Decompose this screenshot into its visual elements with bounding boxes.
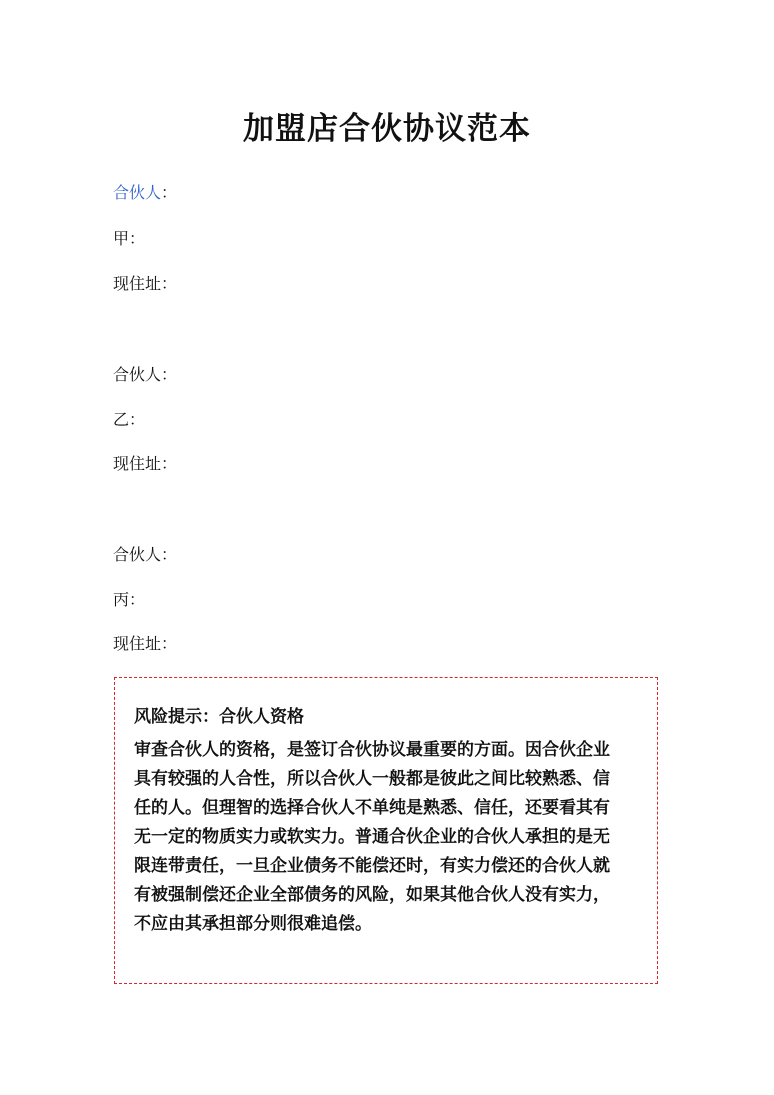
party-c-address-label: 现住址 xyxy=(113,634,162,653)
party-a-partner-label[interactable]: 合伙人 xyxy=(113,183,162,202)
party-b-address-colon: ： xyxy=(161,454,178,473)
party-a-label-colon: ： xyxy=(129,229,146,248)
party-a-partner-colon: ： xyxy=(161,183,178,202)
risk-tip-line: 限连带责任，一旦企业债务不能偿还时，有实力偿还的合伙人就 xyxy=(134,856,610,876)
party-b-address-row xyxy=(113,452,177,476)
risk-tip-body xyxy=(134,736,644,939)
risk-tip-line: 审查合伙人的资格，是签订合伙协议最重要的方面。因合伙企业 xyxy=(134,740,610,760)
party-c-partner-label: 合伙人 xyxy=(113,545,162,564)
party-a-partner-link[interactable] xyxy=(113,181,177,205)
party-b-label-colon: ： xyxy=(129,410,146,429)
party-c-label: 丙 xyxy=(113,590,130,609)
document-title: 加盟店合伙协议范本 xyxy=(243,111,531,147)
party-a-address-label: 现住址 xyxy=(113,274,162,293)
party-b-partner-label: 合伙人 xyxy=(113,365,162,384)
risk-tip-line: 任的人。但理智的选择合伙人不单纯是熟悉、信任，还要看其有 xyxy=(134,798,610,818)
party-b-label-row xyxy=(113,408,145,432)
party-c-label-row xyxy=(113,588,145,612)
risk-tip-line: 具有较强的人合性，所以合伙人一般都是彼此之间比较熟悉、信 xyxy=(134,769,610,789)
party-a-address-row xyxy=(113,272,177,296)
party-c-partner-colon: ： xyxy=(161,545,178,564)
risk-tip-line: 有被强制偿还企业全部债务的风险，如果其他合伙人没有实力， xyxy=(134,885,610,905)
party-c-partner-row xyxy=(113,543,177,567)
party-b-partner-row xyxy=(113,363,177,387)
party-c-label-colon: ： xyxy=(129,590,146,609)
risk-tip-box xyxy=(114,677,658,984)
party-c-address-row xyxy=(113,632,177,656)
risk-tip-line: 无一定的物质实力或软实力。普通合伙企业的合伙人承担的是无 xyxy=(134,827,610,847)
risk-tip-title: 风险提示：合伙人资格 xyxy=(134,707,304,727)
party-a-label-row xyxy=(113,227,145,251)
risk-tip-line: 不应由其承担部分则很难追偿。 xyxy=(134,914,372,934)
party-b-partner-colon: ： xyxy=(161,365,178,384)
party-b-address-label: 现住址 xyxy=(113,454,162,473)
party-c-address-colon: ： xyxy=(161,634,178,653)
party-a-address-colon: ： xyxy=(161,274,178,293)
party-b-label: 乙 xyxy=(113,410,130,429)
party-a-label: 甲 xyxy=(113,229,130,248)
